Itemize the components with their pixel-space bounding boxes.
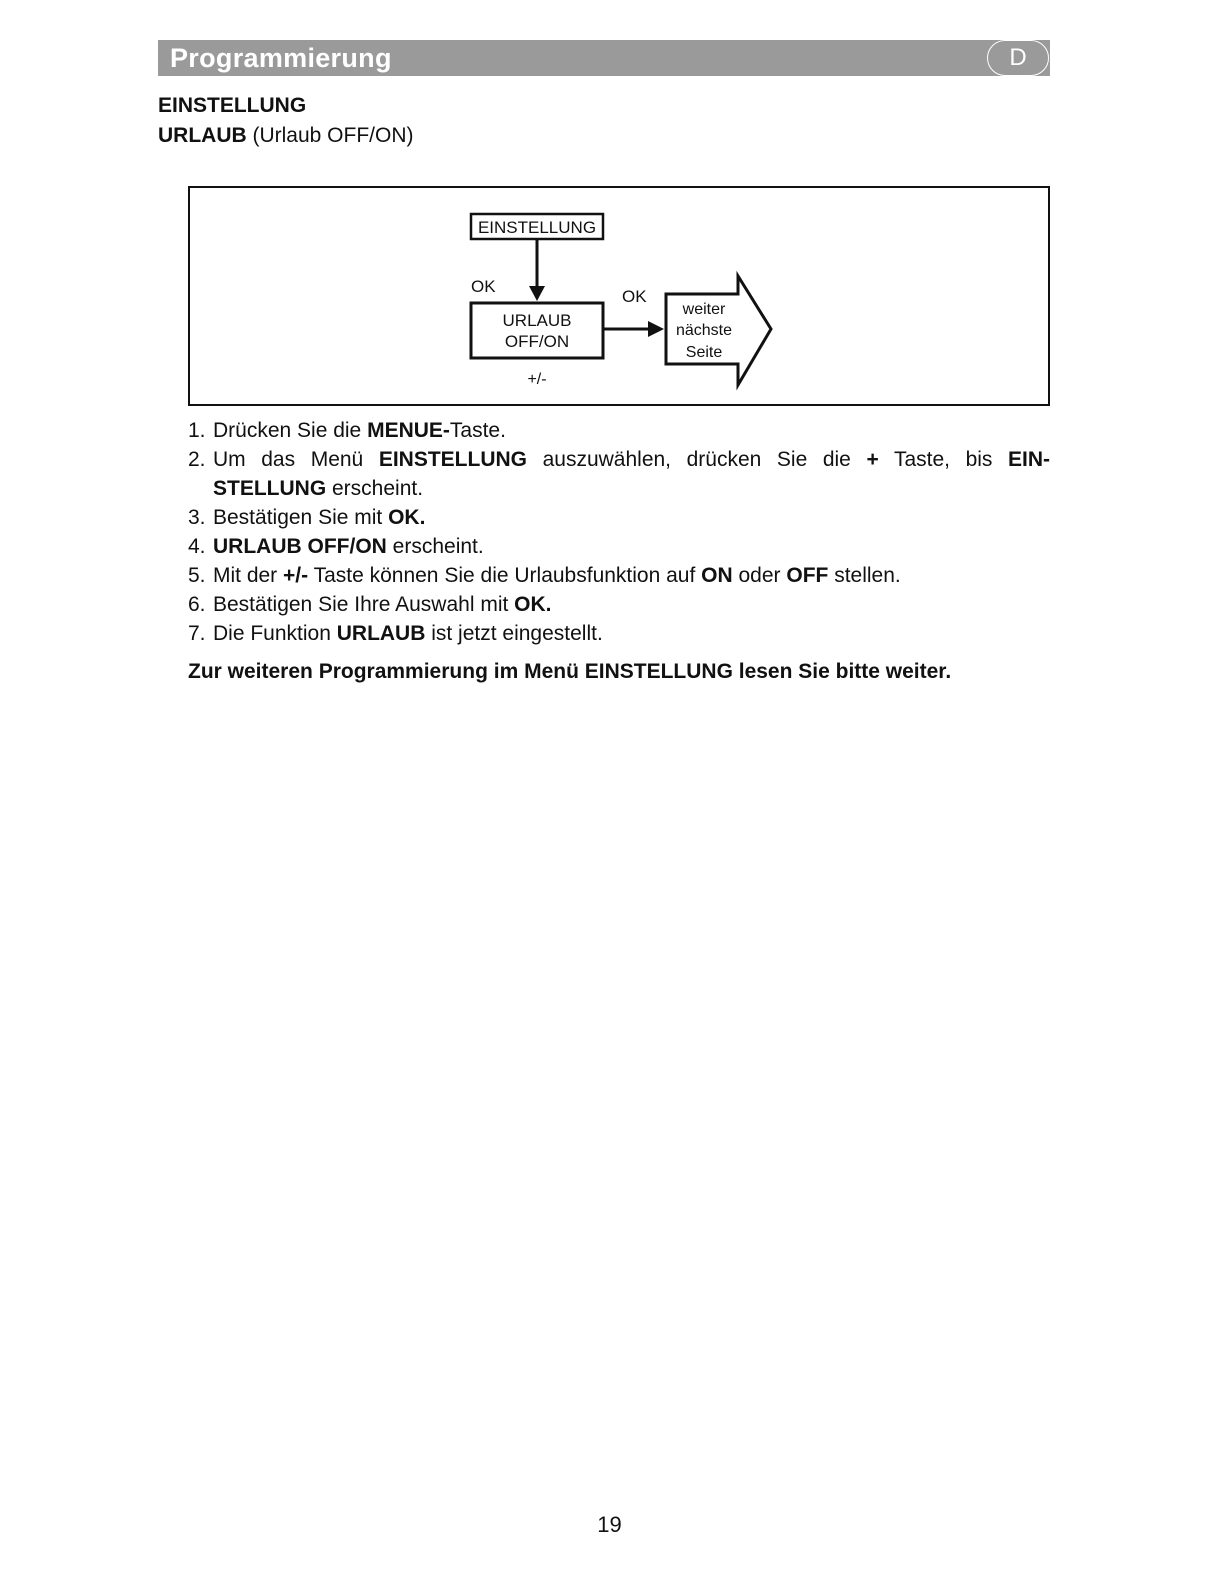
ok-down-label: OK xyxy=(471,277,496,296)
section-subtitle-rest: (Urlaub OFF/ON) xyxy=(246,124,414,147)
page-header-title: Programmierung xyxy=(170,43,392,73)
step-text xyxy=(213,619,1050,648)
instruction-step xyxy=(188,532,1050,561)
step-text-part: Taste. xyxy=(449,419,506,442)
step-text-bold: EINSTELLUNG xyxy=(378,448,527,471)
ok-right-label: OK xyxy=(622,287,647,306)
instruction-step xyxy=(188,503,1050,532)
step-number: 5. xyxy=(188,564,206,587)
step-text-part: Bestätigen Sie Ihre Auswahl mit xyxy=(213,593,515,616)
instruction-step xyxy=(188,561,1050,590)
step-text-part: erscheint. xyxy=(386,535,484,558)
next-line2: nächste xyxy=(675,322,733,339)
next-line1: weiter xyxy=(682,301,726,318)
step-text-bold: URLAUB xyxy=(336,622,426,645)
step-text-part: Die Funktion xyxy=(213,622,337,645)
step-text-bold: OK. xyxy=(388,506,426,529)
function-box-line2: OFF/ON xyxy=(504,332,570,351)
step-text xyxy=(213,445,1050,503)
step-text-part: erscheint. xyxy=(326,477,424,500)
step-text xyxy=(213,590,1050,619)
flow-diagram-svg xyxy=(190,188,1052,408)
step-text-bold: +/- xyxy=(283,564,309,587)
menu-box-label: EINSTELLUNG xyxy=(477,218,597,237)
step-number: 3. xyxy=(188,506,206,529)
step-text-bold: OK. xyxy=(514,593,552,616)
step-text-bold: MENUE- xyxy=(367,419,450,442)
step-text-bold: ON xyxy=(701,564,733,587)
step-text-part: Um das Menü xyxy=(213,448,379,471)
step-number: 1. xyxy=(188,419,206,442)
instruction-list xyxy=(188,416,1050,648)
step-text-part: stellen. xyxy=(828,564,901,587)
step-text-bold: + xyxy=(866,448,879,471)
instruction-step xyxy=(188,590,1050,619)
step-number: 7. xyxy=(188,622,206,645)
section-subtitle xyxy=(158,124,414,148)
step-text-part: oder xyxy=(732,564,787,587)
step-number: 6. xyxy=(188,593,206,616)
step-number: 2. xyxy=(188,448,206,471)
instruction-step xyxy=(188,445,1050,503)
instruction-step xyxy=(188,416,1050,445)
step-text-bold: URLAUB OFF/ON xyxy=(213,535,387,558)
step-text-part: ist jetzt eingestellt. xyxy=(425,622,603,645)
step-text-part: Mit der xyxy=(213,564,284,587)
page-number: 19 xyxy=(597,1512,622,1537)
section-subtitle-bold: URLAUB xyxy=(158,124,247,147)
next-line3: Seite xyxy=(685,344,723,361)
plus-minus-label: +/- xyxy=(527,371,547,388)
step-text-part: Bestätigen Sie mit xyxy=(213,506,389,529)
instruction-step xyxy=(188,619,1050,648)
step-text-part: Taste können Sie die Urlaubsfunktion auf xyxy=(308,564,702,587)
language-badge: D xyxy=(987,40,1049,76)
step-text-part: Taste, bis xyxy=(878,448,1008,471)
step-text xyxy=(213,532,1050,561)
closing-note: Zur weiteren Programmierung im Menü EINSTELLUNG lesen Sie bitte weiter. xyxy=(188,660,952,683)
step-text-part: Drücken Sie die xyxy=(213,419,368,442)
step-text xyxy=(213,503,1050,532)
function-box-line1: URLAUB xyxy=(502,311,572,330)
arrow-down-head xyxy=(529,286,545,301)
step-text-part: auszuwählen, drücken Sie die xyxy=(527,448,867,471)
step-text xyxy=(213,416,1050,445)
step-text-bold: OFF xyxy=(786,564,829,587)
step-number: 4. xyxy=(188,535,206,558)
section-title: EINSTELLUNG xyxy=(158,94,307,117)
arrow-right-head xyxy=(648,321,664,337)
step-text-bold: EIN- STELLUNG xyxy=(213,448,1050,500)
step-text xyxy=(213,561,1050,590)
flow-diagram xyxy=(188,186,1050,406)
